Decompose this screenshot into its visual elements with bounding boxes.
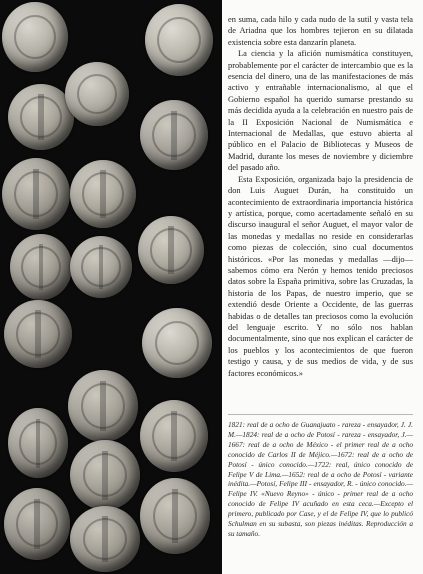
caption-divider xyxy=(228,414,413,415)
article-paragraph: La ciencia y la afición numismática constituyen, probablemente por el carácter de intercambio que es la esencia del dinero, una de las manifestaciones de más activo y entrañable internacionalismo, al que el Gobierno español ha querido sumarse prestando su más decidida ayuda a la celebración en nuestro país de la II Exposición Nacional de Numismática e Internacional de Medallas, que estuvo abierta al público en el Palacio de Bibliotecas y Museos de Madrid, durante los meses de noviembre y diciembre del pasado año. xyxy=(228,49,413,173)
coin-image xyxy=(65,62,129,126)
coin-image xyxy=(4,300,72,368)
coin-image xyxy=(140,400,208,472)
coin-image xyxy=(140,100,208,170)
coin-image xyxy=(10,234,72,300)
article-paragraph: Esta Exposición, organizada bajo la presidencia de don Luis Auguet Durán, ha constituido un acontecimiento de extraordinaria importancia histórica y artística, porque, como acertadamente señaló en su discurso inaugural el señor Auguet, el mayor valor de las monedas y medallas no reside en considerarlas como piezas de colección, sino cual documentos históricos. «Por las monedas y medallas —dijo— sabemos cómo era Nerón y hemos tenido preciosos datos sobre la España primitiva, sobre las Cruzadas, la historia de los Papas, de nuestro imperio, que se extendió desde Oriente a Occidente, de las guerras habidas o de detalles tan preciosos como la evolución del lenguaje escrito. Y no sólo nos hablan documentalmente, sino que nos explican el carácter de los pueblos y los acontecimientos de que fueron testigo y causa, y de sus medios de vida, y de sus factores económicos.» xyxy=(228,174,413,378)
article-text xyxy=(228,14,413,379)
coin-image xyxy=(145,4,213,76)
coin-image xyxy=(4,488,70,560)
coin-image xyxy=(2,2,68,72)
coin-image xyxy=(140,478,210,554)
coin-image xyxy=(142,308,212,378)
coin-image xyxy=(70,440,140,510)
photo-caption xyxy=(228,420,413,539)
caption-text: 1821: real de a ocho de Guanajuato - rareza - ensayador, J. J. M.—1824: real de a ocho de Potosí - rareza - ensayador, J.—1667: real de a ocho de México - el primer real de a ocho conocido de Carlos II de Méjico.—1672: real de a ocho de Potosí - único conocido.—1722: real, único conocido de Felipe V de Lima.—1652: real de a ocho de Potosí - variante inédita.—Potosí, Felipe III - ensayador, R. - único conocido.—Felipe IV. «Nuevo Reyno» - único - primer real de a ocho conocido de Felipe IV acuñado en esta ceca.—Excepto el primero, publicado por Case, y el de Felipe IV, que lo publicó Schulman en su subasta, son piezas inéditas. Reproducción a su tamaño. xyxy=(228,420,413,538)
coin-image xyxy=(70,160,136,228)
coin-image xyxy=(2,158,70,230)
article-paragraph: en suma, cada hilo y cada nudo de la sutil y vasta tela de Ariadna que los hombres tejieron en su dilatada existencia sobre esta danzarín planeta. xyxy=(228,15,413,47)
coin-image xyxy=(138,216,204,284)
coin-image xyxy=(70,236,132,298)
coin-image xyxy=(68,370,138,442)
coin-image xyxy=(8,408,68,478)
coin-image xyxy=(70,506,140,572)
